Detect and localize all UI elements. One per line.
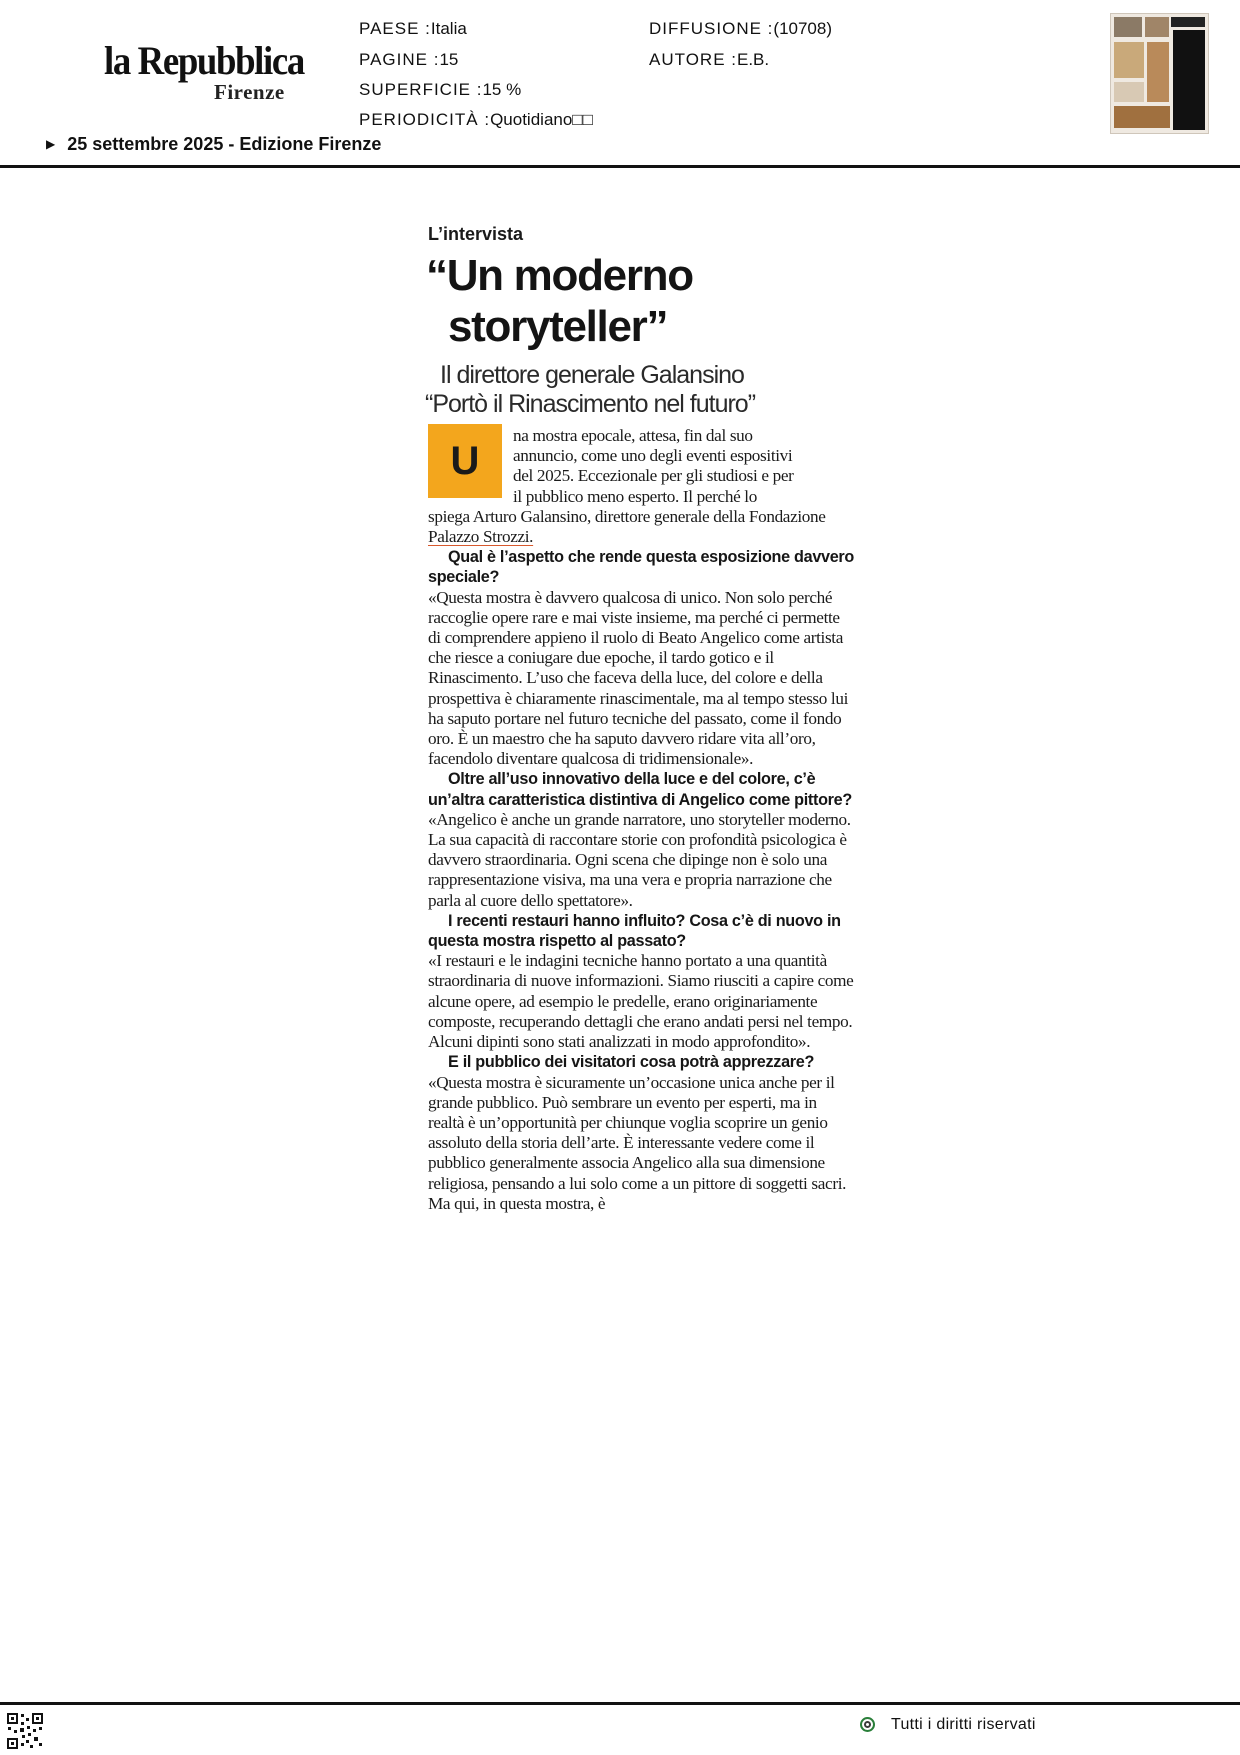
deck-line-1: Il direttore generale Galansino	[440, 361, 744, 389]
meta-pagine	[359, 50, 458, 70]
intro-line: del 2025. Eccezionale per gli studiosi e per	[513, 466, 794, 486]
rights-text: Tutti i diritti riservati	[891, 1716, 1036, 1733]
meta-value: Quotidiano□□	[490, 110, 593, 129]
meta-label: AUTORE :	[649, 50, 737, 69]
article-headline	[426, 250, 846, 352]
meta-diffusione	[649, 19, 832, 39]
publication-logo	[104, 38, 304, 104]
drop-cap: U	[428, 424, 502, 498]
answer-4: «Questa mostra è sicuramente un’occasione unica anche per il grande pubblico. Può sembrare un evento per esperti, ma in realtà è un’opportunità per chiunque voglia scoprire un genio assoluto della storia dell’arte. È interessante vedere come il pubblico generalmente associa Angelico alla sua dimensione religiosa, pensando a lui solo come a un pittore di soggetti sacri. Ma qui, in questa mostra, è	[428, 1072, 847, 1213]
header-rule	[0, 165, 1240, 168]
logo-title: la Repubblica	[104, 38, 304, 83]
meta-value: Italia	[430, 19, 467, 38]
question-2: Oltre all’uso innovativo della luce e del colore, c’è un’altra caratteristica distintiva di Angelico come pittore?	[428, 770, 852, 809]
meta-superficie	[359, 80, 521, 100]
edition-dateline	[46, 134, 381, 155]
answer-3: «I restauri e le indagini tecniche hanno portato a una quantità straordinaria di nuove informazioni. Siamo riusciti a capire come alcune opere, ad esempio le predelle, erano originariamente composte, recuperando dettagli che erano andati persi nel tempo. Alcuni dipinti sono stati analizzati in modo approfondito».	[428, 951, 854, 1052]
article-kicker: L’intervista	[428, 224, 524, 244]
meta-paese	[359, 19, 467, 39]
article-deck	[425, 361, 880, 419]
logo-city: Firenze	[214, 80, 285, 104]
palazzo-strozzi-link[interactable]: Palazzo Strozzi.	[428, 527, 534, 547]
intro-line: annuncio, come uno degli eventi espositivi	[513, 446, 793, 466]
dateline-text: 25 settembre 2025 - Edizione Firenze	[67, 134, 382, 154]
footer-rule	[0, 1702, 1240, 1705]
copyright-circle-icon	[860, 1717, 875, 1732]
meta-label: PERIODICITÀ :	[359, 110, 491, 129]
meta-label: PAGINE :	[359, 50, 440, 69]
answer-1: «Questa mostra è davvero qualcosa di unico. Non solo perché raccoglie opere rare e mai viste insieme, ma perché ci permette di comprendere appieno il ruolo di Beato Angelico come artista che riesce a coniugare due epoche, il tardo gotico e il Rinascimento. L’uso che faceva della luce, del colore e della prospettiva è chiaramente rinascimentale, ma al tempo stesso lui ha saputo portare nel futuro tecniche del passato, come il fondo oro. È un maestro che ha saputo davvero ridare vita all’oro, facendolo diventare qualcosa di tridimensionale».	[428, 587, 849, 769]
meta-value: E.B.	[736, 50, 770, 69]
meta-label: SUPERFICIE :	[359, 80, 483, 99]
triangle-right-icon: ▶	[46, 137, 56, 151]
headline-line-1: “Un moderno	[426, 251, 693, 300]
meta-value: 15	[439, 50, 459, 69]
question-4: E il pubblico dei visitatori cosa potrà apprezzare?	[448, 1053, 815, 1072]
meta-autore	[649, 50, 769, 70]
headline-line-2: storyteller”	[448, 302, 668, 351]
meta-value: 15 %	[482, 80, 522, 99]
question-3: I recenti restauri hanno influito? Cosa c’è di nuovo in questa mostra rispetto al passato?	[428, 911, 841, 951]
deck-line-2: “Portò il Rinascimento nel futuro”	[425, 390, 756, 418]
copyright-notice	[860, 1716, 1036, 1734]
answer-2: «Angelico è anche un grande narratore, uno storyteller moderno. La sua capacità di raccontare storie con profondità psicologica è davvero straordinaria. Ogni scena che dipinge non è solo una rappresentazione visiva, ma una vera e propria narrazione che parla al cuore dello spettatore».	[428, 809, 851, 910]
meta-label: PAESE :	[359, 19, 431, 38]
meta-label: DIFFUSIONE :	[649, 19, 774, 38]
intro-line: il pubblico meno esperto. Il perché lo	[513, 486, 757, 506]
page-thumbnail[interactable]	[1110, 13, 1209, 134]
meta-periodicita	[359, 110, 593, 130]
intro-paragraph	[428, 426, 856, 547]
article-body	[428, 426, 856, 1214]
question-1: Qual è l’aspetto che rende questa esposizione davvero speciale?	[428, 548, 855, 587]
intro-line: na mostra epocale, attesa, fin dal suo	[513, 426, 753, 445]
qr-code-icon[interactable]	[6, 1712, 44, 1750]
meta-value: (10708)	[773, 19, 833, 38]
intro-text: spiega Arturo Galansino, direttore generale della Fondazione	[428, 506, 826, 526]
